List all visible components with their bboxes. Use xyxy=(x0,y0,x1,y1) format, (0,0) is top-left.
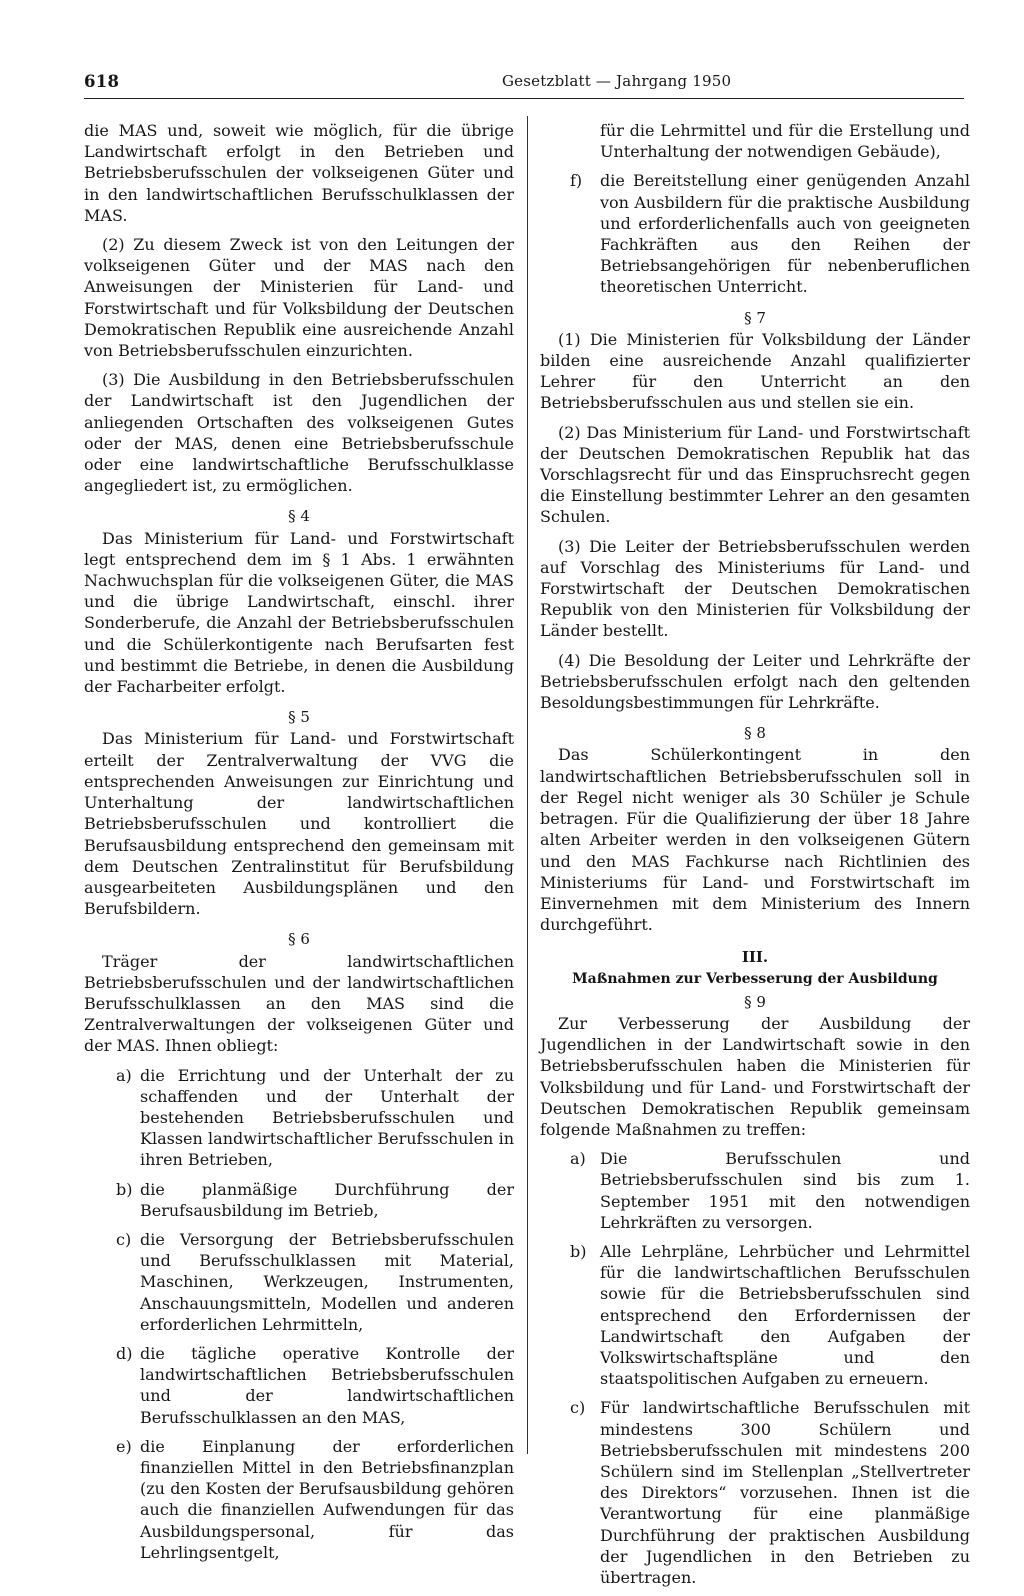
page-header xyxy=(84,70,964,99)
list-item xyxy=(570,170,970,297)
section-heading-8: § 8 xyxy=(744,724,766,743)
list-item xyxy=(116,1229,514,1335)
paragraph: die MAS und, soweit wie möglich, für die übrige Landwirtschaft erfolgt in den Betrieben und Betriebsberufsschulen der volkseigenen Güter und in den landwirtschaftlichen Berufsschulklassen der MAS. xyxy=(84,121,514,225)
paragraph: (2) Das Ministerium für Land- und Forstwirtschaft der Deutschen Demokratischen Republik hat das Vorschlagsrecht für und das Einspruchsrecht gegen die Einstellung bestimmter Lehrer an den gesamten Schulen. xyxy=(540,422,970,527)
list-item-text: Für landwirtschaftliche Berufsschulen mit mindestens 300 Schülern und Betriebsberufsschulen mit mindestens 200 Schülern sind im Stellenplan „Stellvertreter des Direktors“ vorzusehen. Ihnen ist die Verantwortung für eine planmäßige Durchführung der praktischen Ausbildung der Jugendlichen in den Betrieben zu übertragen. xyxy=(600,1398,970,1587)
paragraph: (1) Die Ministerien für Volksbildung der Länder bilden eine ausreichende Anzahl qualifizierter Lehrer für den Unterricht an den Betriebsberufsschulen aus und stellen sie ein. xyxy=(540,329,970,413)
list-item-label: a) xyxy=(570,1149,586,1169)
list-item-label: c) xyxy=(116,1229,132,1249)
paragraph: (3) Die Leiter der Betriebsberufsschulen werden auf Vorschlag des Ministeriums für Land- und Forstwirtschaft der Deutschen Demokratischen Republik von den Ministerien für Volksbildung der Länder bestellt. xyxy=(540,536,970,641)
part-heading: III. xyxy=(741,948,769,967)
section-heading-7: § 7 xyxy=(744,308,766,327)
section-heading-6: § 6 xyxy=(288,930,310,949)
list-item xyxy=(116,1065,514,1171)
page-number: 618 xyxy=(84,72,120,91)
list-item xyxy=(570,1148,970,1233)
list-item-label: d) xyxy=(116,1343,133,1363)
paragraph: (2) Zu diesem Zweck ist von den Leitungen der volkseigenen Güter und der MAS nach den Anweisungen der Ministerien für Land- und Forstwirtschaft und für Volksbildung der Deutschen Demokratischen Republik eine ausreichende Anzahl von Betriebsberufsschulen einzurichten. xyxy=(84,235,514,361)
paragraph: (4) Die Besoldung der Leiter und Lehrkräfte der Betriebsberufsschulen erfolgt nach den geltenden Besoldungsbestimmungen für Lehrkräfte. xyxy=(540,650,970,713)
running-title: Gesetzblatt — Jahrgang 1950 xyxy=(502,72,732,90)
paragraph: Träger der landwirtschaftlichen Betriebsberufsschulen und der landwirtschaftlichen Berufsschulklassen an den MAS sind die Zentralverwaltungen der volkseigenen Güter und der MAS. Ihnen obliegt: xyxy=(84,951,514,1056)
section-heading-5: § 5 xyxy=(288,708,310,727)
list-item-text: die tägliche operative Kontrolle der landwirtschaftlichen Betriebsberufsschulen und der landwirtschaftlichen Berufsschulklassen an den MAS, xyxy=(140,1343,514,1427)
list-item xyxy=(570,1397,970,1588)
list-item xyxy=(116,1179,514,1221)
list-item-label: e) xyxy=(116,1436,132,1456)
list-item-label: b) xyxy=(116,1179,133,1199)
column-divider xyxy=(527,116,528,1454)
right-column xyxy=(540,120,970,1596)
list-item-label: a) xyxy=(116,1065,132,1085)
list-item xyxy=(570,1241,970,1389)
list-item-label: c) xyxy=(570,1398,586,1418)
section-heading-4: § 4 xyxy=(288,507,310,526)
list-item xyxy=(116,1343,514,1428)
list-item-label: f) xyxy=(570,171,583,191)
list-item xyxy=(116,1436,514,1563)
list-item-text: die Versorgung der Betriebsberufsschulen und Berufsschulklassen mit Material, Maschinen, Werkzeugen, Instrumenten, Anschauungsmitteln, Modellen und anderen erforderlichen Lehrmitteln, xyxy=(140,1229,514,1334)
list-item-text: Alle Lehrpläne, Lehrbücher und Lehrmittel für die landwirtschaftlichen Berufsschulen sowie für die Betriebsberufsschulen sind entsprechend den Erfordernissen der Landwirtschaft den Aufgaben der Volkswirtschaftspläne und den staatspolitischen Aufgaben zu erneuern. xyxy=(600,1241,970,1389)
paragraph: (3) Die Ausbildung in den Betriebsberufsschulen der Landwirtschaft ist den Jugendlichen der anliegenden Ortschaften des volkseigenen Gutes oder der MAS, denen eine Betriebsberufsschule oder eine landwirtschaftliche Berufsschulklasse angegliedert ist, zu ermöglichen. xyxy=(84,370,514,496)
paragraph: Das Schülerkontingent in den landwirtschaftlichen Betriebsberufsschulen soll in der Regel nicht weniger als 30 Schüler je Schule betragen. Für die Qualifizierung der über 18 Jahre alten Arbeiter werden in den volkseigenen Gütern und den MAS Fachkurse nach Richtlinien des Ministeriums für Land- und Forstwirtschaft im Einvernehmen mit dem Ministerium des Innern durchgeführt. xyxy=(540,745,970,935)
list-item-text: für die Lehrmittel und für die Erstellung und Unterhaltung der notwendigen Gebäude), xyxy=(600,121,970,162)
part-title: Maßnahmen zur Verbesserung der Ausbildung xyxy=(572,970,938,987)
paragraph: Zur Verbesserung der Ausbildung der Jugendlichen in der Landwirtschaft sowie in den Betriebsberufsschulen haben die Ministerien für Volksbildung und für Land- und Forstwirtschaft der Deutschen Demokratischen Republik gemeinsam folgende Maßnahmen zu treffen: xyxy=(540,1013,970,1139)
list-item-text: die Bereitstellung einer genügenden Anzahl von Ausbildern für die praktische Ausbildung und erforderlichenfalls auch von geeigneten Fachkräften aus den Reihen der Betriebsangehörigen für nebenberuflichen theoretischen Unterricht. xyxy=(600,171,970,297)
list-item-continuation xyxy=(570,120,970,162)
list-item-text: Die Berufsschulen und Betriebsberufsschulen sind bis zum 1. September 1951 mit den notwendigen Lehrkräften zu versorgen. xyxy=(600,1149,970,1232)
paragraph: Das Ministerium für Land- und Forstwirtschaft erteilt der Zentralverwaltung der VVG die entsprechenden Anweisungen zur Einrichtung und Unterhaltung der landwirtschaftlichen Betriebsberufsschulen und kontrolliert die Berufsausbildung entsprechend den gemeinsam mit dem Deutschen Zentralinstitut für Berufsbildung ausgearbeiteten Ausbildungsplänen und den Berufsbildern. xyxy=(84,729,514,919)
list-item-text: die Einplanung der erforderlichen finanziellen Mittel in den Betriebsfinanzplan (zu den Kosten der Berufsausbildung gehören auch die finanziellen Aufwendungen für das Ausbildungspersonal, für das Lehrlingsentgelt, xyxy=(140,1436,514,1562)
left-column xyxy=(84,120,514,1571)
paragraph: Das Ministerium für Land- und Forstwirtschaft legt entsprechend dem im § 1 Abs. 1 erwähnten Nachwuchsplan für die volkseigenen Güter, die MAS und die übrige Landwirtschaft, einschl. ihrer Sonderberufe, die Anzahl der Betriebsberufsschulen und die Schülerkontigente nach Berufsarten fest und bestimmt die Betriebe, in denen die Ausbildung der Facharbeiter erfolgt. xyxy=(84,528,514,697)
section-heading-9: § 9 xyxy=(744,992,766,1011)
list-item-label: b) xyxy=(570,1241,587,1261)
list-item-text: die planmäßige Durchführung der Berufsausbildung im Betrieb, xyxy=(140,1179,514,1220)
list-item-text: die Errichtung und der Unterhalt der zu schaffenden und der Unterhalt der bestehenden Betriebsberufsschulen und Klassen landwirtschaftlicher Berufsschulen in ihren Betrieben, xyxy=(140,1065,514,1170)
